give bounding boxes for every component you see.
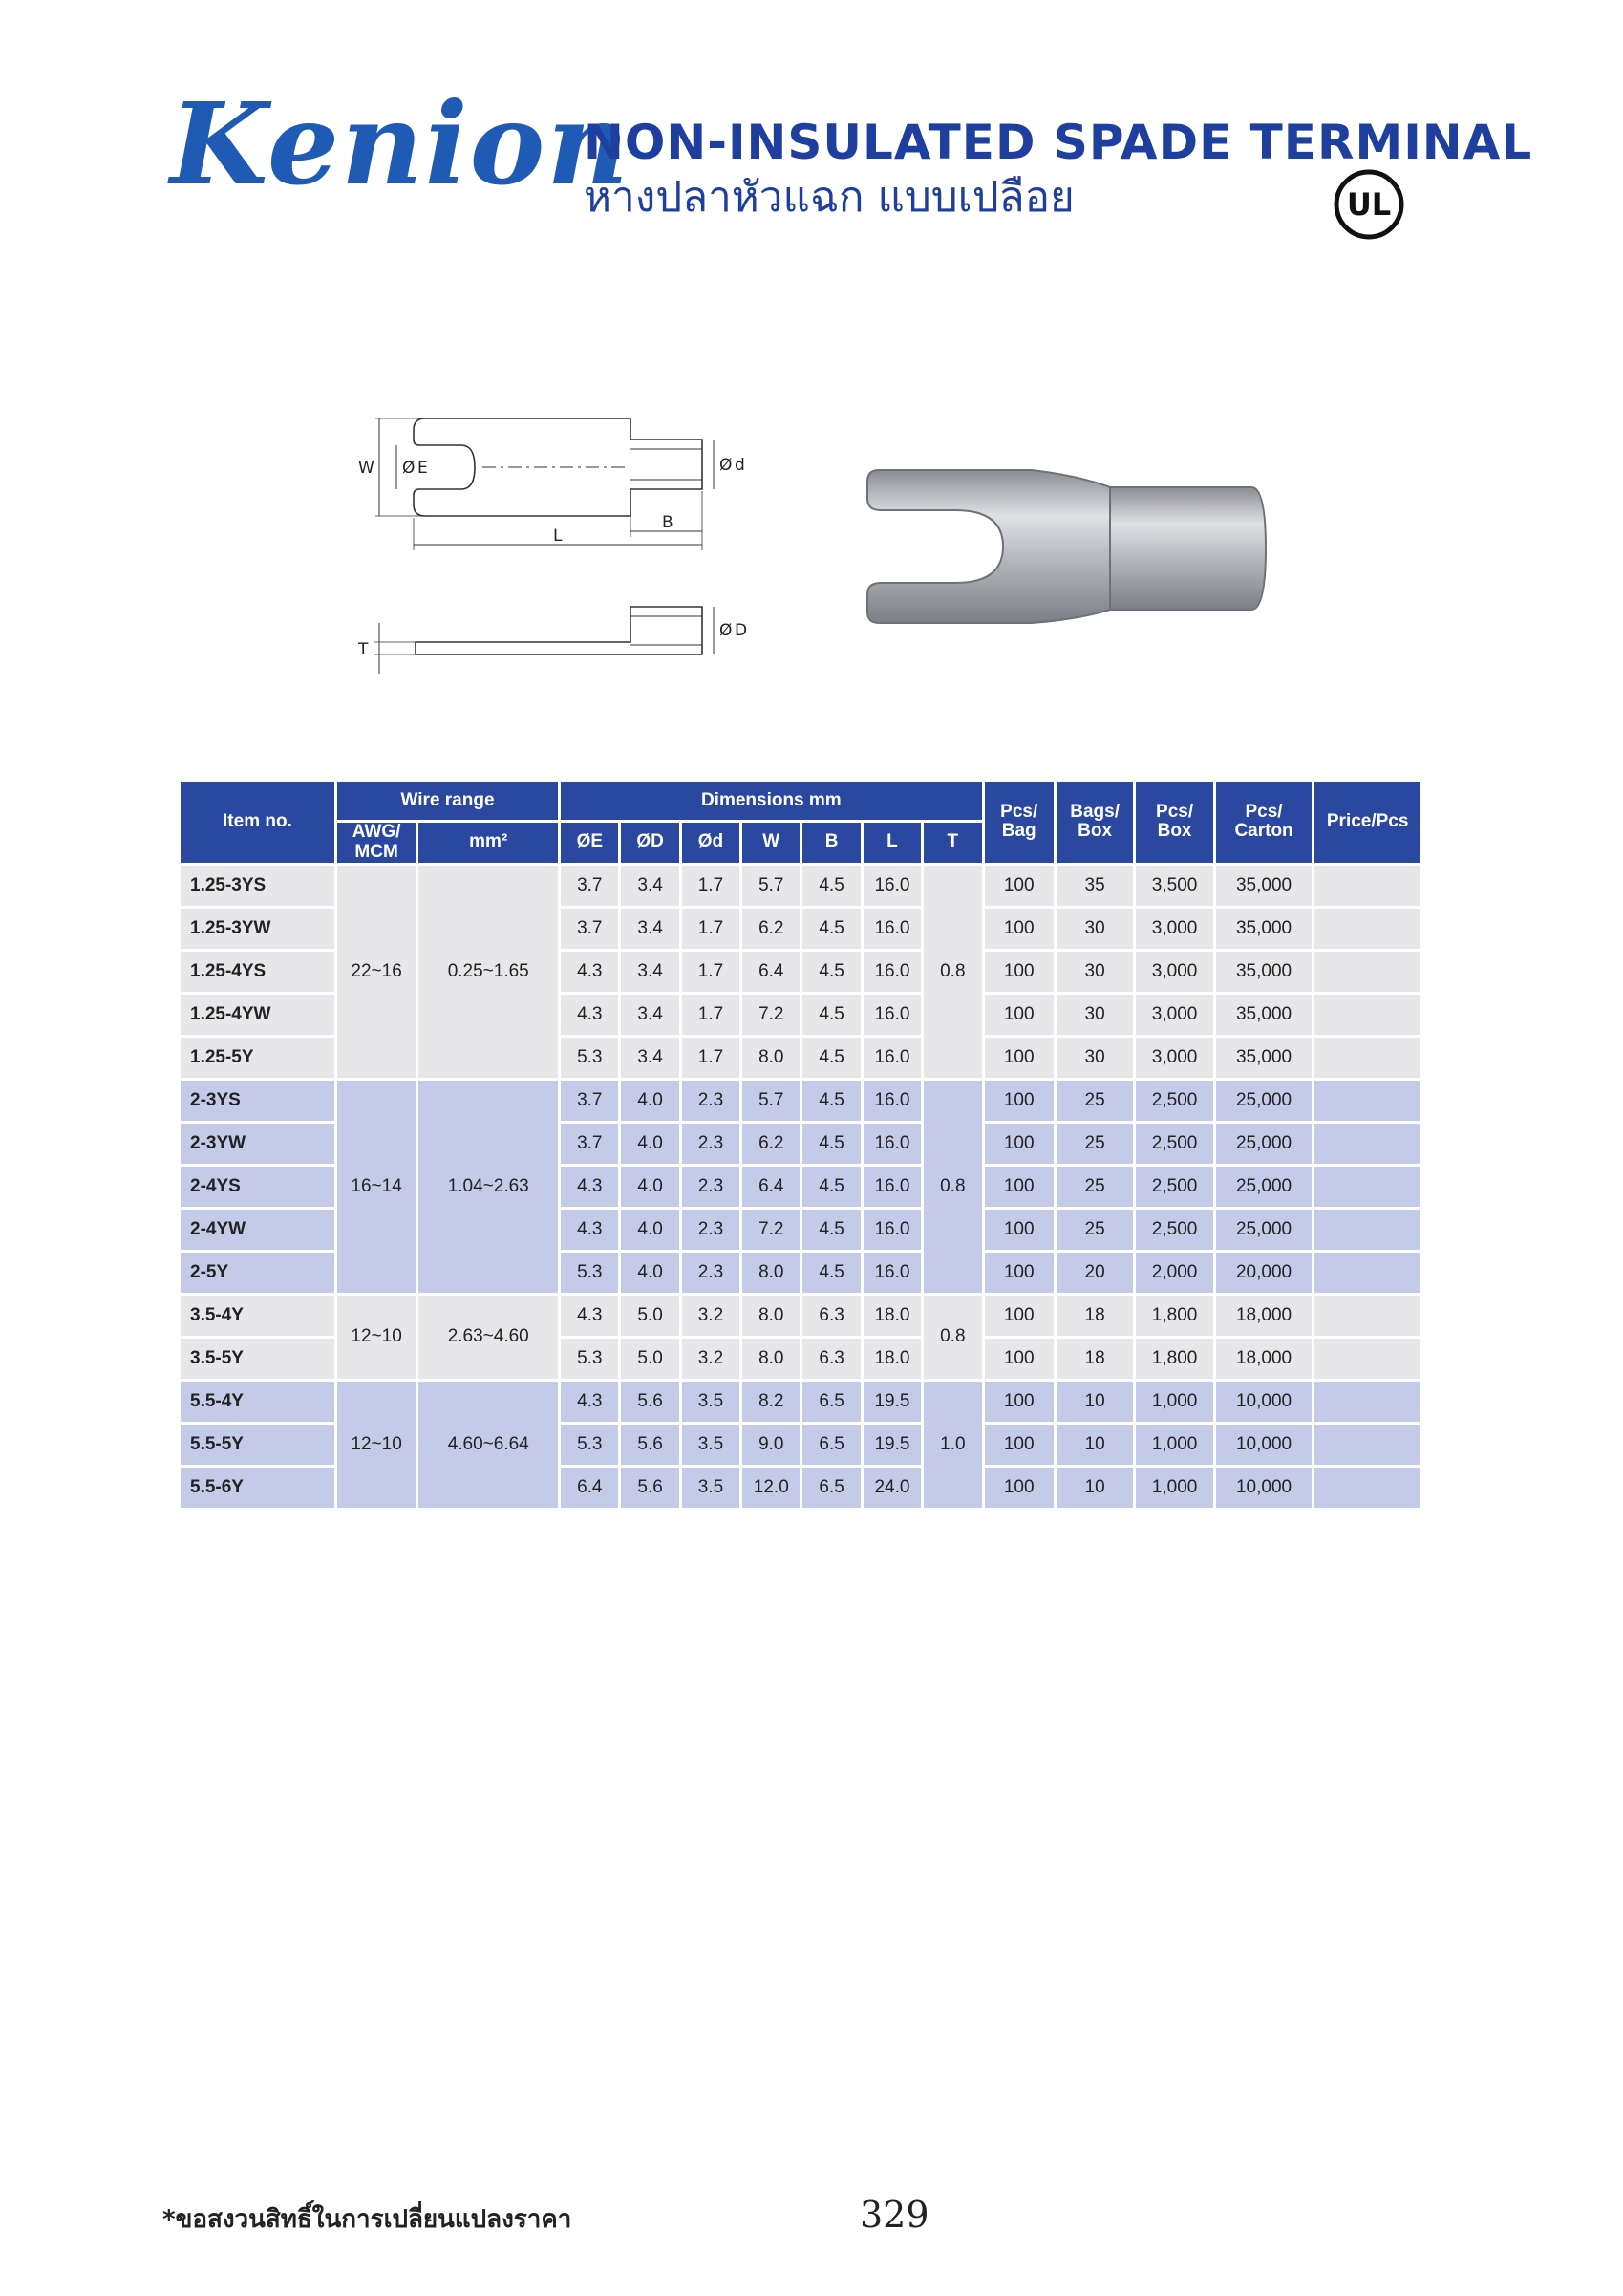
dim-d-cell: 4.0 xyxy=(621,1124,678,1164)
header-dim-w: W xyxy=(742,823,800,863)
price-cell xyxy=(1314,952,1420,992)
header-pcs-carton-line1: Pcs/ xyxy=(1245,801,1283,822)
item-no-cell: 5.5-4Y xyxy=(181,1382,334,1422)
pcs-box-cell: 3,000 xyxy=(1136,909,1212,949)
dim-e-cell: 3.7 xyxy=(561,1081,618,1121)
pcs-box-cell: 2,500 xyxy=(1136,1167,1212,1207)
dim-d-cell: 5.6 xyxy=(621,1468,678,1508)
dim-label-t: T xyxy=(358,640,369,659)
bags-box-cell: 25 xyxy=(1057,1081,1133,1121)
dim-b-cell: 6.5 xyxy=(802,1468,860,1508)
price-cell xyxy=(1314,1124,1420,1164)
dim-l-cell: 16.0 xyxy=(864,1038,921,1078)
pcs-bag-cell: 100 xyxy=(985,1038,1054,1078)
pcs-box-cell: 2,500 xyxy=(1136,1210,1212,1250)
dim-b-cell: 6.3 xyxy=(802,1296,860,1336)
dim-w-cell: 5.7 xyxy=(742,1081,800,1121)
dim-d-cell: 2.3 xyxy=(682,1167,739,1207)
page-subtitle-thai: หางปลาหัวแฉก แบบเปลือย xyxy=(584,173,1075,222)
header-awg-line1: AWG/ xyxy=(352,822,401,842)
dim-d-cell: 1.7 xyxy=(682,952,739,992)
dim-d-cell: 4.0 xyxy=(621,1167,678,1207)
pcs-carton-cell: 10,000 xyxy=(1216,1468,1313,1508)
price-cell xyxy=(1314,1210,1420,1250)
dim-b-cell: 6.3 xyxy=(802,1339,860,1379)
pcs-carton-cell: 35,000 xyxy=(1216,952,1313,992)
pcs-bag-cell: 100 xyxy=(985,1253,1054,1293)
dim-e-cell: 4.3 xyxy=(561,1296,618,1336)
pcs-bag-cell: 100 xyxy=(985,1081,1054,1121)
pcs-box-cell: 1,000 xyxy=(1136,1468,1212,1508)
dim-l-cell: 18.0 xyxy=(864,1339,921,1379)
dim-l-cell: 16.0 xyxy=(864,1081,921,1121)
pcs-carton-cell: 25,000 xyxy=(1216,1210,1313,1250)
dim-e-cell: 3.7 xyxy=(561,909,618,949)
pcs-bag-cell: 100 xyxy=(985,1425,1054,1465)
mm2-cell: 0.25~1.65 xyxy=(418,866,558,1078)
price-cell xyxy=(1314,1253,1420,1293)
pcs-bag-cell: 100 xyxy=(985,952,1054,992)
dim-l-cell: 18.0 xyxy=(864,1296,921,1336)
bags-box-cell: 35 xyxy=(1057,866,1133,906)
dim-l-cell: 19.5 xyxy=(864,1425,921,1465)
spade-terminal-photo xyxy=(860,449,1271,640)
dim-w-cell: 8.0 xyxy=(742,1296,800,1336)
pcs-carton-cell: 20,000 xyxy=(1216,1253,1313,1293)
pcs-carton-cell: 18,000 xyxy=(1216,1339,1313,1379)
ul-certification-icon xyxy=(1333,168,1405,241)
dim-d-cell: 3.4 xyxy=(621,909,678,949)
item-no-cell: 5.5-5Y xyxy=(181,1425,334,1465)
header-pcs-bag-line1: Pcs/ xyxy=(1000,801,1038,822)
bags-box-cell: 10 xyxy=(1057,1468,1133,1508)
header-dimensions: Dimensions mm xyxy=(561,782,981,820)
bags-box-cell: 25 xyxy=(1057,1210,1133,1250)
header-pcs-box xyxy=(1136,782,1212,863)
pcs-carton-cell: 25,000 xyxy=(1216,1081,1313,1121)
header-dim-l: L xyxy=(864,823,921,863)
price-cell xyxy=(1314,909,1420,949)
bags-box-cell: 10 xyxy=(1057,1382,1133,1422)
dim-l-cell: 16.0 xyxy=(864,952,921,992)
item-no-cell: 3.5-5Y xyxy=(181,1339,334,1379)
pcs-carton-cell: 25,000 xyxy=(1216,1124,1313,1164)
dim-b-cell: 6.5 xyxy=(802,1382,860,1422)
item-no-cell: 2-3YS xyxy=(181,1081,334,1121)
awg-cell: 22~16 xyxy=(337,866,416,1078)
header-pcs-box-line2: Box xyxy=(1157,821,1192,842)
dim-l-cell: 24.0 xyxy=(864,1468,921,1508)
pcs-carton-cell: 10,000 xyxy=(1216,1425,1313,1465)
mm2-cell: 4.60~6.64 xyxy=(418,1382,558,1508)
price-cell xyxy=(1314,1038,1420,1078)
dim-l-cell: 16.0 xyxy=(864,866,921,906)
dim-e-cell: 5.3 xyxy=(561,1339,618,1379)
dim-d-cell: 1.7 xyxy=(682,1038,739,1078)
dim-w-cell: 8.2 xyxy=(742,1382,800,1422)
header-dim-d-small: Ød xyxy=(682,823,739,863)
bags-box-cell: 30 xyxy=(1057,995,1133,1035)
dim-e-cell: 3.7 xyxy=(561,866,618,906)
header-dim-d-large: ØD xyxy=(621,823,678,863)
bags-box-cell: 10 xyxy=(1057,1425,1133,1465)
dim-t-cell: 0.8 xyxy=(924,1081,981,1293)
header-dim-b: B xyxy=(802,823,860,863)
dim-d-cell: 3.4 xyxy=(621,866,678,906)
specification-table-body xyxy=(181,866,1420,1508)
pcs-box-cell: 1,800 xyxy=(1136,1339,1212,1379)
item-no-cell: 5.5-6Y xyxy=(181,1468,334,1508)
dim-e-cell: 4.3 xyxy=(561,1167,618,1207)
dim-d-cell: 4.0 xyxy=(621,1253,678,1293)
dim-l-cell: 19.5 xyxy=(864,1382,921,1422)
item-no-cell: 2-4YS xyxy=(181,1167,334,1207)
dim-l-cell: 16.0 xyxy=(864,1124,921,1164)
pcs-carton-cell: 10,000 xyxy=(1216,1382,1313,1422)
pcs-box-cell: 2,500 xyxy=(1136,1124,1212,1164)
dim-e-cell: 5.3 xyxy=(561,1253,618,1293)
pcs-box-cell: 1,000 xyxy=(1136,1425,1212,1465)
technical-drawing xyxy=(358,401,769,688)
dim-b-cell: 4.5 xyxy=(802,995,860,1035)
header-pcs-bag-line2: Bag xyxy=(1001,821,1036,842)
dim-l-cell: 16.0 xyxy=(864,909,921,949)
header-dim-t: T xyxy=(924,823,981,863)
pcs-carton-cell: 25,000 xyxy=(1216,1167,1313,1207)
dim-w-cell: 6.4 xyxy=(742,952,800,992)
dim-l-cell: 16.0 xyxy=(864,1210,921,1250)
dim-d-cell: 2.3 xyxy=(682,1124,739,1164)
pcs-bag-cell: 100 xyxy=(985,1382,1054,1422)
dim-l-cell: 16.0 xyxy=(864,1167,921,1207)
price-cell xyxy=(1314,866,1420,906)
dim-t-cell: 0.8 xyxy=(924,866,981,1078)
dim-e-cell: 5.3 xyxy=(561,1425,618,1465)
page-title: NON-INSULATED SPADE TERMINAL xyxy=(584,115,1533,170)
dim-label-diameter-d-small-symbol: Ø xyxy=(719,456,733,475)
dim-d-cell: 3.5 xyxy=(682,1468,739,1508)
dim-d-cell: 5.6 xyxy=(621,1382,678,1422)
pcs-carton-cell: 18,000 xyxy=(1216,1296,1313,1336)
item-no-cell: 2-4YW xyxy=(181,1210,334,1250)
dim-d-cell: 2.3 xyxy=(682,1210,739,1250)
bags-box-cell: 18 xyxy=(1057,1339,1133,1379)
table-row xyxy=(181,1382,1420,1422)
dim-e-cell: 4.3 xyxy=(561,995,618,1035)
header-dim-e: ØE xyxy=(561,823,618,863)
price-cell xyxy=(1314,1425,1420,1465)
dim-d-cell: 4.0 xyxy=(621,1210,678,1250)
pcs-carton-cell: 35,000 xyxy=(1216,995,1313,1035)
item-no-cell: 1.25-4YW xyxy=(181,995,334,1035)
dim-w-cell: 5.7 xyxy=(742,866,800,906)
awg-cell: 12~10 xyxy=(337,1382,416,1508)
dim-b-cell: 4.5 xyxy=(802,1253,860,1293)
dim-d-cell: 3.2 xyxy=(682,1296,739,1336)
dim-w-cell: 6.2 xyxy=(742,909,800,949)
page-number: 329 xyxy=(860,2194,929,2236)
bags-box-cell: 25 xyxy=(1057,1124,1133,1164)
dim-d-cell: 1.7 xyxy=(682,995,739,1035)
dim-d-cell: 3.5 xyxy=(682,1425,739,1465)
header-bags-box-line1: Bags/ xyxy=(1070,801,1120,822)
pcs-box-cell: 2,000 xyxy=(1136,1253,1212,1293)
mm2-cell: 1.04~2.63 xyxy=(418,1081,558,1293)
item-no-cell: 2-5Y xyxy=(181,1253,334,1293)
dim-label-l: L xyxy=(553,526,563,546)
dim-d-cell: 5.0 xyxy=(621,1339,678,1379)
dim-e-cell: 6.4 xyxy=(561,1468,618,1508)
dim-e-cell: 4.3 xyxy=(561,1210,618,1250)
dim-d-cell: 5.0 xyxy=(621,1296,678,1336)
dim-w-cell: 12.0 xyxy=(742,1468,800,1508)
dim-d-cell: 2.3 xyxy=(682,1081,739,1121)
item-no-cell: 3.5-4Y xyxy=(181,1296,334,1336)
awg-cell: 12~10 xyxy=(337,1296,416,1379)
price-change-note: *ขอสงวนสิทธิ์ในการเปลี่ยนแปลงราคา xyxy=(162,2205,572,2234)
pcs-bag-cell: 100 xyxy=(985,1124,1054,1164)
bags-box-cell: 30 xyxy=(1057,1038,1133,1078)
dim-label-diameter-e-symbol: Ø xyxy=(402,459,416,478)
ul-mark-text: UL xyxy=(1346,186,1392,223)
dim-d-cell: 3.2 xyxy=(682,1339,739,1379)
pcs-bag-cell: 100 xyxy=(985,1468,1054,1508)
bags-box-cell: 30 xyxy=(1057,952,1133,992)
dim-b-cell: 4.5 xyxy=(802,1167,860,1207)
price-cell xyxy=(1314,1167,1420,1207)
dim-d-cell: 3.4 xyxy=(621,952,678,992)
dim-label-w: W xyxy=(358,459,374,478)
dim-e-cell: 3.7 xyxy=(561,1124,618,1164)
item-no-cell: 1.25-3YW xyxy=(181,909,334,949)
header-price: Price/Pcs xyxy=(1314,782,1420,863)
dim-b-cell: 4.5 xyxy=(802,909,860,949)
specification-table xyxy=(178,779,1423,1511)
dim-d-cell: 3.5 xyxy=(682,1382,739,1422)
item-no-cell: 1.25-3YS xyxy=(181,866,334,906)
table-row xyxy=(181,1081,1420,1121)
dim-b-cell: 4.5 xyxy=(802,1081,860,1121)
pcs-box-cell: 3,000 xyxy=(1136,995,1212,1035)
item-no-cell: 1.25-4YS xyxy=(181,952,334,992)
pcs-bag-cell: 100 xyxy=(985,1167,1054,1207)
pcs-carton-cell: 35,000 xyxy=(1216,1038,1313,1078)
dim-d-cell: 1.7 xyxy=(682,866,739,906)
header-bags-box xyxy=(1057,782,1133,863)
header-awg xyxy=(337,823,416,863)
price-cell xyxy=(1314,1468,1420,1508)
dim-l-cell: 16.0 xyxy=(864,995,921,1035)
dim-t-cell: 0.8 xyxy=(924,1296,981,1379)
dim-b-cell: 4.5 xyxy=(802,866,860,906)
price-cell xyxy=(1314,995,1420,1035)
pcs-bag-cell: 100 xyxy=(985,1296,1054,1336)
pcs-carton-cell: 35,000 xyxy=(1216,909,1313,949)
dim-e-cell: 5.3 xyxy=(561,1038,618,1078)
table-row xyxy=(181,866,1420,906)
dim-label-d-small: d xyxy=(735,456,745,475)
dim-w-cell: 6.4 xyxy=(742,1167,800,1207)
header-pcs-carton xyxy=(1216,782,1313,863)
dim-d-cell: 5.6 xyxy=(621,1425,678,1465)
bags-box-cell: 18 xyxy=(1057,1296,1133,1336)
pcs-carton-cell: 35,000 xyxy=(1216,866,1313,906)
item-no-cell: 1.25-5Y xyxy=(181,1038,334,1078)
dim-d-cell: 4.0 xyxy=(621,1081,678,1121)
dim-w-cell: 8.0 xyxy=(742,1253,800,1293)
bags-box-cell: 25 xyxy=(1057,1167,1133,1207)
dim-d-cell: 2.3 xyxy=(682,1253,739,1293)
pcs-box-cell: 3,000 xyxy=(1136,1038,1212,1078)
pcs-bag-cell: 100 xyxy=(985,1210,1054,1250)
pcs-box-cell: 2,500 xyxy=(1136,1081,1212,1121)
pcs-box-cell: 1,800 xyxy=(1136,1296,1212,1336)
pcs-box-cell: 3,500 xyxy=(1136,866,1212,906)
dim-w-cell: 8.0 xyxy=(742,1339,800,1379)
dim-w-cell: 6.2 xyxy=(742,1124,800,1164)
dim-label-diameter-d-large-symbol: Ø xyxy=(719,621,733,640)
price-cell xyxy=(1314,1081,1420,1121)
dim-b-cell: 4.5 xyxy=(802,952,860,992)
header-wire-range: Wire range xyxy=(337,782,558,820)
header-bags-box-line2: Box xyxy=(1078,821,1113,842)
dim-w-cell: 8.0 xyxy=(742,1038,800,1078)
dim-d-cell: 3.4 xyxy=(621,1038,678,1078)
dim-b-cell: 4.5 xyxy=(802,1038,860,1078)
dim-label-d-large: D xyxy=(735,621,748,640)
dim-b-cell: 6.5 xyxy=(802,1425,860,1465)
dim-e-cell: 4.3 xyxy=(561,1382,618,1422)
mm2-cell: 2.63~4.60 xyxy=(418,1296,558,1379)
price-cell xyxy=(1314,1296,1420,1336)
dim-b-cell: 4.5 xyxy=(802,1124,860,1164)
pcs-box-cell: 1,000 xyxy=(1136,1382,1212,1422)
dim-label-b: B xyxy=(662,513,673,532)
header-pcs-carton-line2: Carton xyxy=(1234,821,1293,842)
pcs-bag-cell: 100 xyxy=(985,995,1054,1035)
header-pcs-box-line1: Pcs/ xyxy=(1156,801,1194,822)
item-no-cell: 2-3YW xyxy=(181,1124,334,1164)
dim-label-e: E xyxy=(417,459,428,478)
dim-w-cell: 7.2 xyxy=(742,995,800,1035)
dim-d-cell: 3.4 xyxy=(621,995,678,1035)
header-mm2: mm² xyxy=(418,823,558,863)
pcs-bag-cell: 100 xyxy=(985,866,1054,906)
table-row xyxy=(181,1296,1420,1336)
price-cell xyxy=(1314,1339,1420,1379)
header-pcs-bag xyxy=(985,782,1054,863)
dim-d-cell: 1.7 xyxy=(682,909,739,949)
dim-b-cell: 4.5 xyxy=(802,1210,860,1250)
brand-logo: Kenion xyxy=(170,77,631,210)
awg-cell: 16~14 xyxy=(337,1081,416,1293)
header-item-no: Item no. xyxy=(181,782,334,863)
dim-e-cell: 4.3 xyxy=(561,952,618,992)
dim-t-cell: 1.0 xyxy=(924,1382,981,1508)
bags-box-cell: 20 xyxy=(1057,1253,1133,1293)
pcs-bag-cell: 100 xyxy=(985,1339,1054,1379)
header-awg-line2: MCM xyxy=(354,841,398,862)
dim-l-cell: 16.0 xyxy=(864,1253,921,1293)
bags-box-cell: 30 xyxy=(1057,909,1133,949)
dim-w-cell: 9.0 xyxy=(742,1425,800,1465)
price-cell xyxy=(1314,1382,1420,1422)
pcs-box-cell: 3,000 xyxy=(1136,952,1212,992)
pcs-bag-cell: 100 xyxy=(985,909,1054,949)
dim-w-cell: 7.2 xyxy=(742,1210,800,1250)
